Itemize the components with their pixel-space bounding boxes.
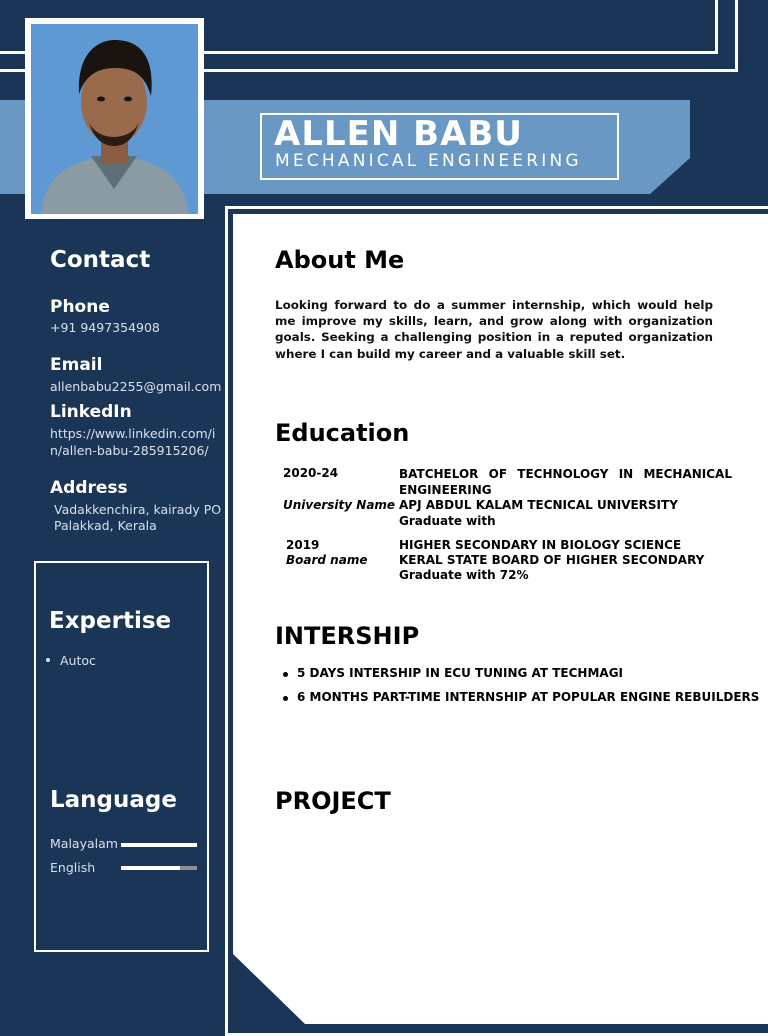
education-degree: BATCHELOR OF TECHNOLOGY IN MECHANICAL ENGINEERING [399, 467, 732, 497]
internship-heading: INTERSHIP [275, 622, 420, 650]
address-line1: Vadakkenchira, kairady PO [54, 502, 222, 517]
expertise-bullet [46, 658, 50, 662]
language-bar-english [121, 866, 180, 870]
job-title: MECHANICAL ENGINEERING [275, 151, 582, 171]
education-institution: KERAL STATE BOARD OF HIGHER SECONDARY [399, 553, 705, 567]
about-text: Looking forward to do a summer internship, which would help me improve my skills, learn, and grow along with organization goals. Seeking a challenging position in a reputed organization where I can build my career and a valuable skill set. [275, 298, 713, 361]
expertise-heading: Expertise [49, 608, 172, 634]
education-result: Graduate with [399, 514, 496, 528]
education-institution-label: University Name [283, 498, 396, 512]
education-year: 2020-24 [283, 466, 339, 480]
education-heading: Education [275, 419, 410, 447]
project-heading: PROJECT [275, 787, 391, 815]
email-value[interactable]: allenbabu2255@gmail.com [50, 379, 222, 394]
profile-photo [31, 24, 198, 214]
email-label: Email [50, 355, 103, 375]
phone-value: +91 9497354908 [50, 320, 160, 335]
person-name: ALLEN BABU [274, 114, 523, 154]
education-institution: APJ ABDUL KALAM TECNICAL UNIVERSITY [399, 498, 678, 512]
linkedin-url-line2[interactable]: n/allen-babu-285915206/ [50, 443, 209, 458]
expertise-item: Autoc [60, 653, 96, 668]
phone-label: Phone [50, 297, 110, 317]
education-degree: HIGHER SECONDARY IN BIOLOGY SCIENCE [399, 538, 682, 552]
internship-item: 5 DAYS INTERSHIP IN ECU TUNING AT TECHMAGI [297, 666, 624, 680]
panel-corner-decoration [233, 954, 305, 1024]
language-bar-malayalam [121, 843, 197, 847]
education-year: 2019 [286, 538, 320, 552]
address-line2: Palakkad, Kerala [54, 518, 157, 533]
linkedin-label: LinkedIn [50, 402, 132, 422]
internship-item: 6 MONTHS PART-TIME INTERNSHIP AT POPULAR ENGINE REBUILDERS [297, 690, 760, 704]
education-institution-label: Board name [286, 553, 368, 567]
language-heading: Language [50, 787, 177, 813]
education-result: Graduate with 72% [399, 568, 529, 582]
linkedin-url-line1[interactable]: https://www.linkedin.com/i [50, 426, 216, 441]
language-name-english: English [50, 860, 96, 875]
banner-corner-decoration [650, 158, 690, 194]
internship-bullet [283, 672, 288, 677]
contact-heading: Contact [50, 247, 151, 273]
address-label: Address [50, 478, 128, 498]
about-heading: About Me [275, 246, 405, 274]
internship-bullet [283, 696, 288, 701]
language-name-malayalam: Malayalam [50, 836, 118, 851]
